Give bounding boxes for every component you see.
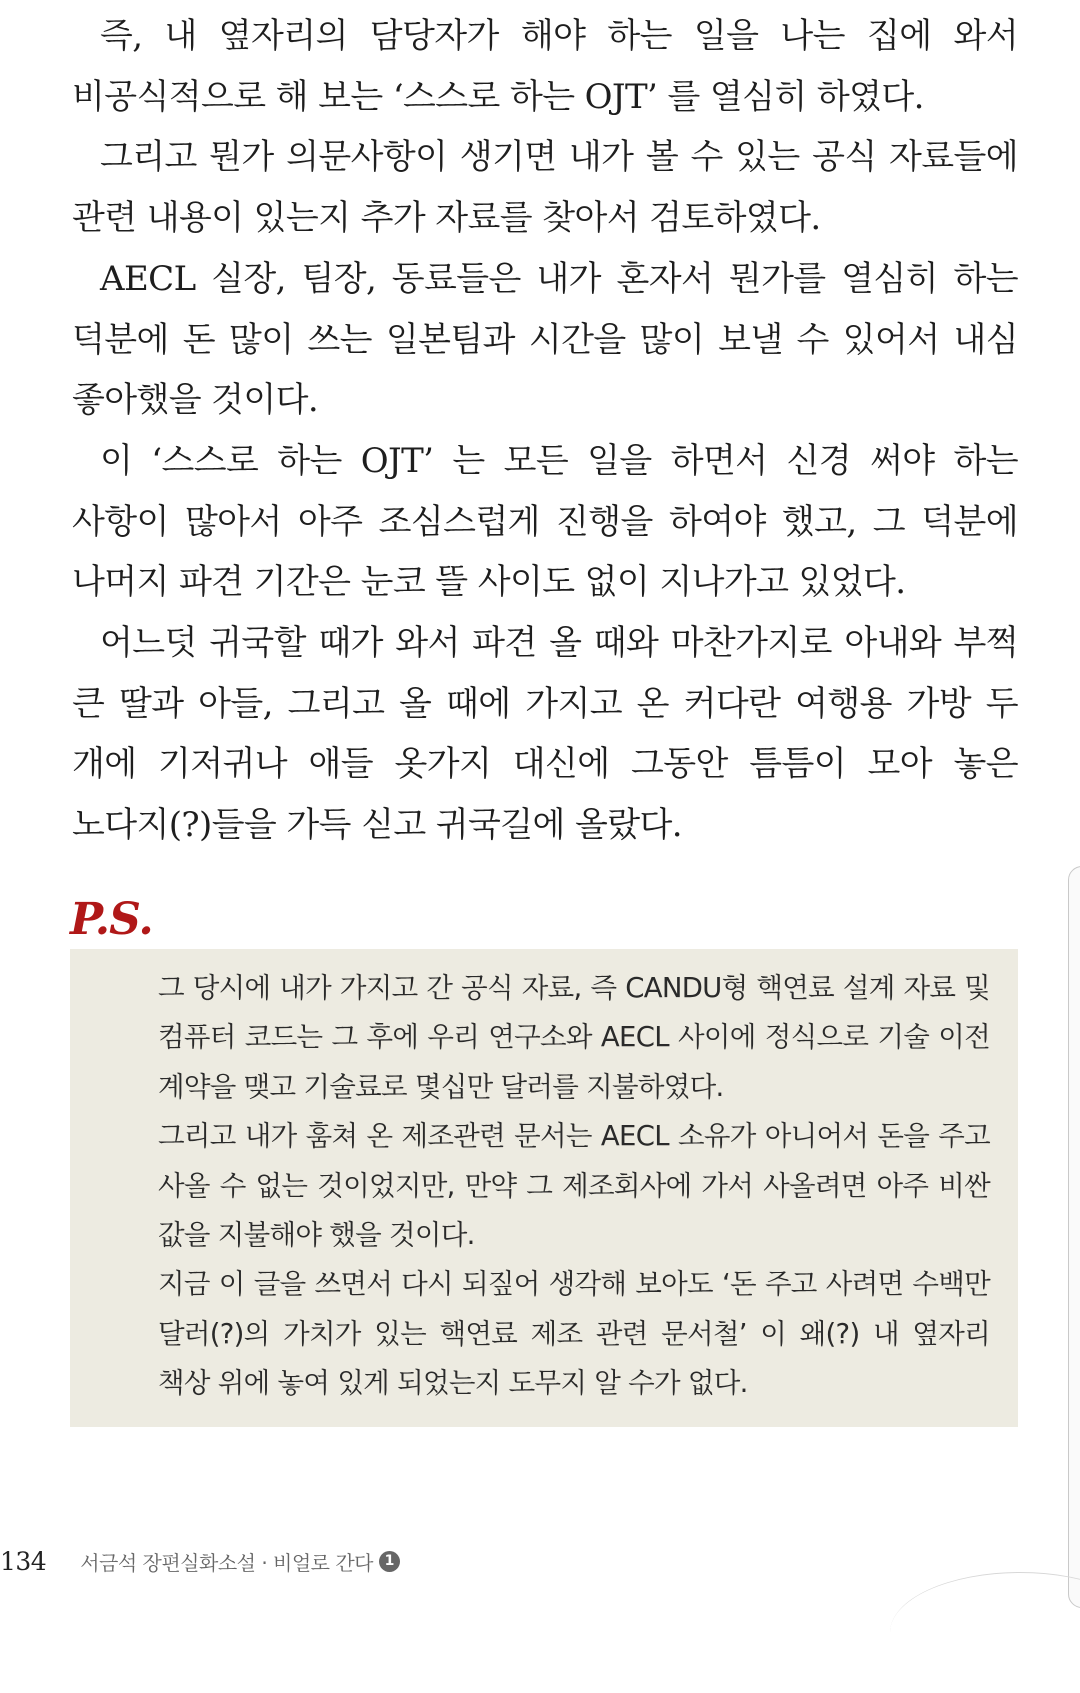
body-paragraph: 그리고 뭔가 의문사항이 생기면 내가 볼 수 있는 공식 자료들에 관련 내용이 있는지 추가 자료를 찾아서 검토하였다.: [72, 137, 1018, 239]
page-number: 134: [0, 1546, 47, 1576]
ps-paragraph: 그 당시에 내가 가지고 간 공식 자료, 즉 CANDU형 핵연료 설계 자료 및 컴퓨터 코드는 그 후에 우리 연구소와 AECL 사이에 정식으로 기술 이전 계약을 맺고 기술료로 몇십만 달러를 지불하였다.: [158, 972, 990, 1103]
body-paragraph: 이 ‘스스로 하는 OJT’ 는 모든 일을 하면서 신경 써야 하는 사항이 많아서 아주 조심스럽게 진행을 하여야 했고, 그 덕분에 나머지 파견 기간은 눈코 뜰 사이도 없이 지나가고 있었다.: [72, 440, 1018, 603]
volume-badge: 1: [379, 1551, 400, 1572]
scroll-handle[interactable]: [1068, 866, 1080, 1608]
body-paragraph: 즉, 내 옆자리의 담당자가 해야 하는 일을 나는 집에 와서 비공식적으로 해 보는 ‘스스로 하는 OJT’ 를 열심히 하였다.: [72, 16, 1018, 117]
ps-heading: P.S.: [70, 894, 153, 945]
body-paragraph: AECL 실장, 팀장, 동료들은 내가 혼자서 뭔가를 열심히 하는 덕분에 돈 많이 쓰는 일본팀과 시간을 많이 보낼 수 있어서 내심 좋아했을 것이다.: [72, 258, 1018, 421]
page-curl-decoration: [890, 1572, 1080, 1693]
ps-paragraph: 지금 이 글을 쓰면서 다시 되짚어 생각해 보아도 ‘돈 주고 사려면 수백만 달러(?)의 가치가 있는 핵연료 제조 관련 문서철’ 이 왜(?) 내 옆자리 책상 위에 놓여 있게 되었는지 도무지 알 수가 없다.: [158, 1268, 990, 1400]
ps-note-body: [158, 964, 990, 1409]
main-body-text: [72, 6, 1018, 856]
book-title: 서금석 장편실화소설 · 비얼로 간다: [80, 1550, 373, 1575]
page-footer: [0, 1541, 400, 1581]
ps-note-box: [70, 949, 1018, 1427]
ps-paragraph: 그리고 내가 훔쳐 온 제조관련 문서는 AECL 소유가 아니어서 돈을 주고 사올 수 없는 것이었지만, 만약 그 제조회사에 가서 사올려면 아주 비싼 값을 지불해야 했을 것이다.: [158, 1120, 990, 1252]
body-paragraph: 어느덧 귀국할 때가 와서 파견 올 때와 마찬가지로 아내와 부쩍 큰 딸과 아들, 그리고 올 때에 가지고 온 커다란 여행용 가방 두 개에 기저귀나 애들 옷가지 대신에 그동안 틈틈이 모아 놓은 노다지(?)들을 가득 싣고 귀국길에 올랐다.: [72, 623, 1018, 846]
